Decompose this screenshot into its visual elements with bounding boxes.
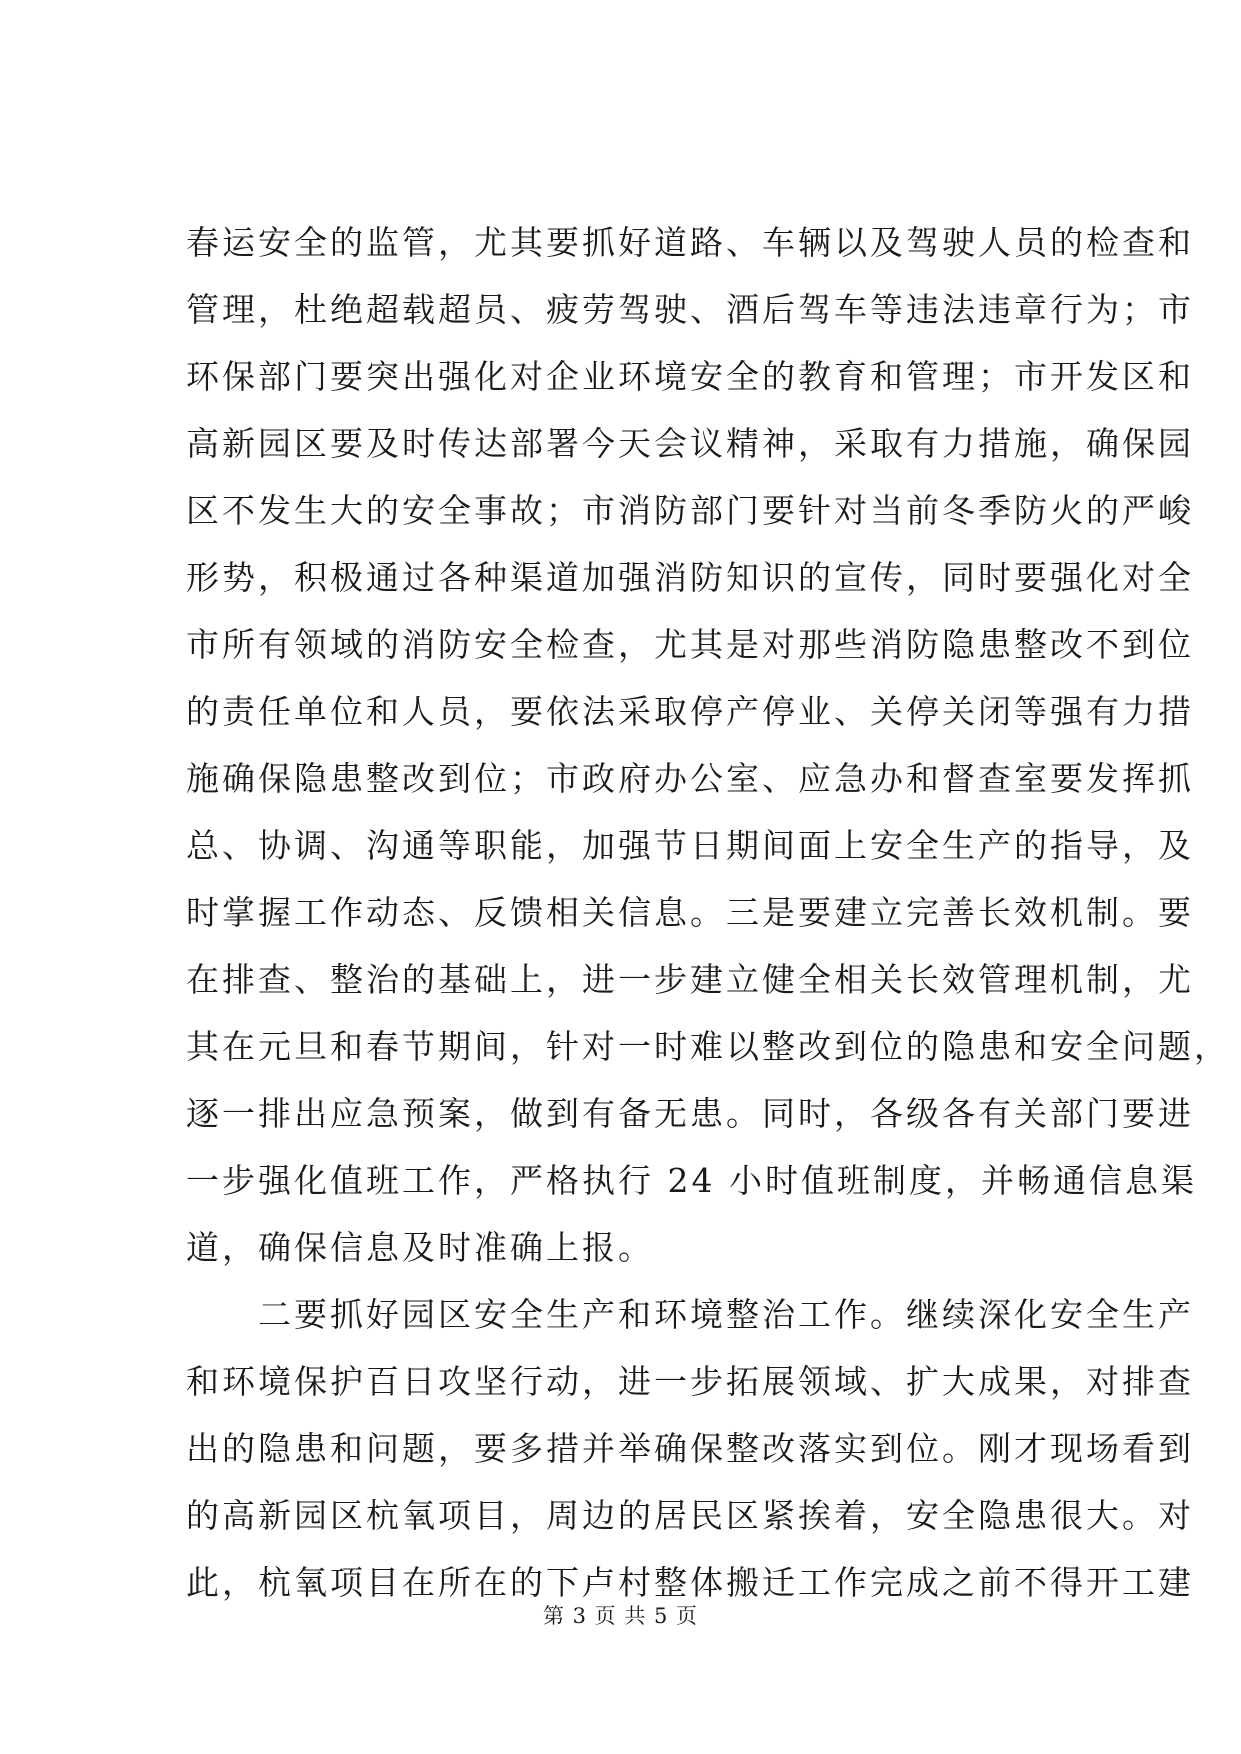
text-line: 和环境保护百日攻坚行动，进一步拓展领域、扩大成果，对排查 <box>186 1362 1194 1401</box>
text-line: 管理，杜绝超载超员、疲劳驾驶、酒后驾车等违法违章行为；市 <box>186 290 1194 329</box>
paragraph-first-line: 二要抓好园区安全生产和环境整治工作。继续深化安全生产 <box>186 1295 1194 1334</box>
text-line: 总、协调、沟通等职能，加强节日期间面上安全生产的指导，及 <box>186 826 1194 865</box>
text-line: 的责任单位和人员，要依法采取停产停业、关停关闭等强有力措 <box>186 692 1194 731</box>
text-line: 出的隐患和问题，要多措并举确保整改落实到位。刚才现场看到 <box>186 1429 1194 1468</box>
text-line: 在排查、整治的基础上，进一步建立健全相关长效管理机制，尤 <box>186 960 1194 999</box>
text-line: 市所有领域的消防安全检查，尤其是对那些消防隐患整改不到位 <box>186 625 1194 664</box>
text-line: 区不发生大的安全事故；市消防部门要针对当前冬季防火的严峻 <box>186 491 1194 530</box>
page-number-footer: 第 3 页 共 5 页 <box>542 1604 699 1628</box>
text-line: 环保部门要突出强化对企业环境安全的教育和管理；市开发区和 <box>186 357 1194 396</box>
text-line: 此，杭氧项目在所在的下卢村整体搬迁工作完成之前不得开工建 <box>186 1563 1194 1602</box>
text-line: 形势，积极通过各种渠道加强消防知识的宣传，同时要强化对全 <box>186 558 1194 597</box>
text-line: 其在元旦和春节期间，针对一时难以整改到位的隐患和安全问题， <box>186 1027 1230 1066</box>
text-line: 道，确保信息及时准确上报。 <box>186 1228 654 1267</box>
text-line: 施确保隐患整改到位；市政府办公室、应急办和督查室要发挥抓 <box>186 759 1194 798</box>
document-body <box>186 223 1230 1633</box>
text-line: 春运安全的监管，尤其要抓好道路、车辆以及驾驶人员的检查和 <box>186 223 1194 262</box>
text-line: 一步强化值班工作，严格执行 24 小时值班制度，并畅通信息渠 <box>186 1161 1197 1200</box>
text-line: 时掌握工作动态、反馈相关信息。三是要建立完善长效机制。要 <box>186 893 1194 932</box>
text-line: 高新园区要及时传达部署今天会议精神，采取有力措施，确保园 <box>186 424 1194 463</box>
text-line: 逐一排出应急预案，做到有备无患。同时，各级各有关部门要进 <box>186 1094 1194 1133</box>
text-line: 的高新园区杭氧项目，周边的居民区紧挨着，安全隐患很大。对 <box>186 1496 1194 1535</box>
